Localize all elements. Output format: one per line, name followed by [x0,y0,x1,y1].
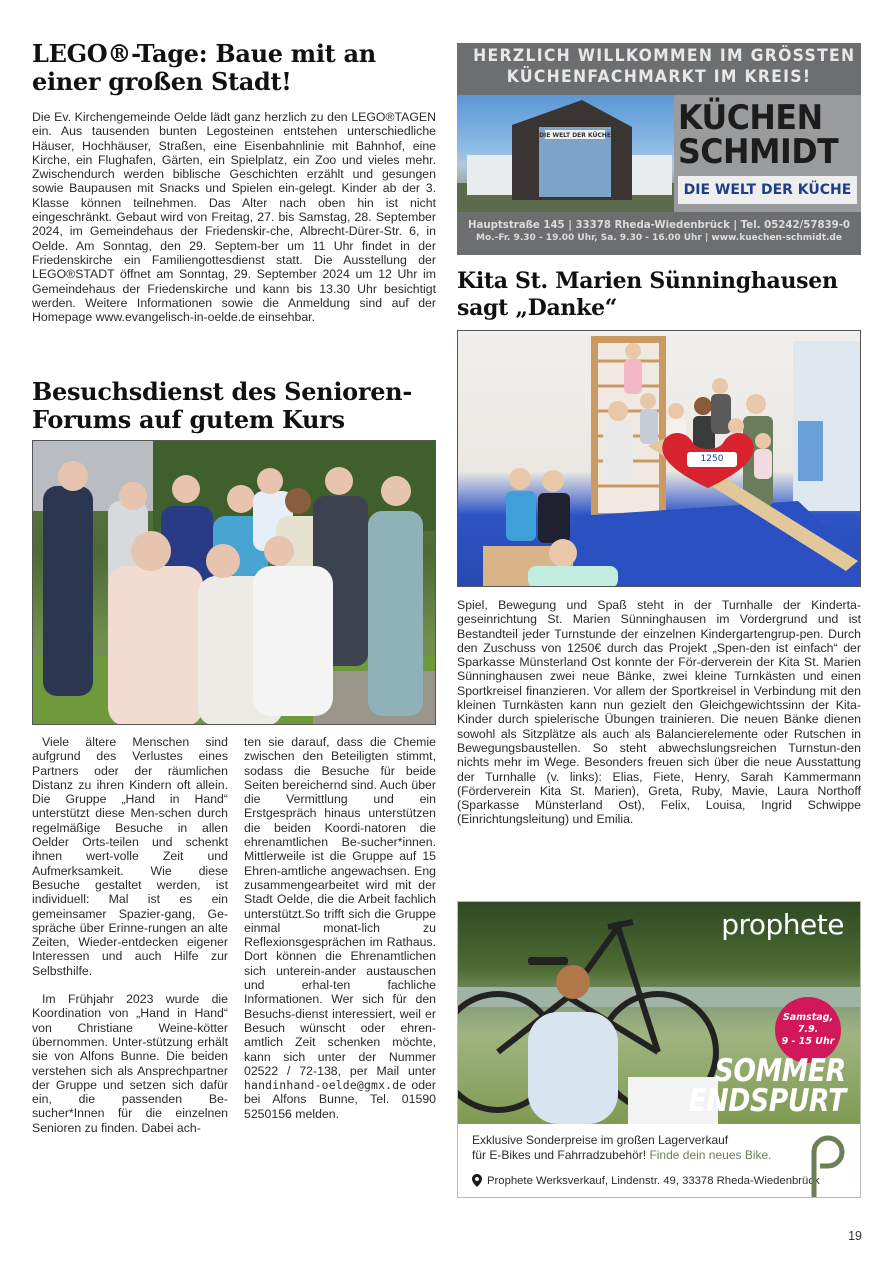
kita-article-title: Kita St. Marien Sünninghausen sagt „Danke“ [457,268,838,321]
lego-article-body: Die Ev. Kirchengemeinde Oelde lädt ganz herzlich zu den LEGO®TAGEN ein. Aus tausenden bunten Legosteinen entstehen unterschiedliche Häuser, Hochhäuser, Straßen, eine Eisenbahnlinie mit Bahnhof, eine Kirche, ein Flughafen, Gärten, ein Spielplatz, ein Zoo und vieles mehr. Zwischendurch werden biblische Geschichten erzählt und gesungen sowie Baupausen mit Snacks und Spielen ein-gelegt. Kinder ab der 3. Klasse können teilnehmen. Das Alter nach oben hin ist nicht eingeschränkt. Gebaut wird von Freitag, 27. bis Samstag, 28. September 2024, im Gemeindehaus der Friedenskir-che, Albrecht-Dürer-Str. 6, in Oelde. Am Sonntag, den 29. Septem-ber um 11 Uhr findet in der Friedenskirche ein Familiengottesdienst statt. Die Ausstellung der LEGO®STADT öffnet am Sonntag, 29. September 2024 um 12 Uhr im Gemeindehaus der Friedenskirche und kann bis 13.30 Uhr besichtigt werden. Weitere Informationen sowie die Anmeldung sind auf der Homepage www.evangelisch-in-oelde.de einsehbar. [32,110,436,325]
kuechen-schmidt-logo [674,95,861,212]
ad-hours-line: Mo.-Fr. 9.30 - 19.00 Uhr, Sa. 9.30 - 16.00 Uhr | www.kuechen-schmidt.de [476,233,842,243]
ad-text-line-1: Exklusive Sonderpreise im großen Lagerverkauf [472,1133,729,1147]
ad-headline [457,46,861,94]
senior-article-text-end: oder bei Alfons Bunne, Tel. 01590 5250156 melden. [244,1078,436,1121]
senior-article-title: Besuchsdienst des Senioren-Forums auf gutem Kurs [32,377,412,434]
lego-article-title: LEGO®-Tage: Baue mit an einer großen Stadt! [32,39,376,96]
kita-gym-photo [457,330,861,587]
woman-shirt [528,1012,618,1124]
senior-group-photo [32,440,436,725]
logo-line-2: SCHMIDT [678,132,839,172]
gym-photo-illustration [458,331,861,587]
logo-line-1: KÜCHEN [678,98,823,138]
headline-line-2: ENDSPURT [688,1083,846,1119]
kita-article-body: Spiel, Bewegung und Spaß steht in der Turnhalle der Kinderta-geseinrichtung St. Marien Sünninghausen im Vordergrund und ist Bestandteil jeder Turnstunde der einzelnen Kindergartengrup-pen. Durch den Zuschuss von 1250€ durch das Projekt „Spen-den ist einfach“ der Sparkasse Münsterland Ost konnte der För-derverein der Kita St. Marien Sünninghausen zwei neue Bänke, zwei kleine Turnkästen und einen Sportkreisel finanzieren. Vor allem der Sportkreisel in Verbindung mit den kleinen Turnkästen kann nun gezielt den Gleichgewichtssinn der Kita-Kinder durch spielerische Übungen trainieren. Die neuen Bänke dienen sowohl als Sitzplätze als auch als Balancierelemente oder Rutschen in Bewegungsbaustellen. So steht abwechslungsreichen Turnstun-den nichts mehr im Wege. Besonders freuen sich über die neue Ausstattung der Turnhalle (v. links): Elias, Fiete, Henry, Sarah Kammermann (Förderverein Kita St. Marien), Greta, Ruby, Mavie, Laura Northoff (Sparkasse Münsterland Ost), Felix, Louisa, Ingrid Schwippe (Einrichtungsleitung) und Emilia. [457,598,861,827]
senior-article-column-1 [32,735,228,1135]
senior-article-paragraph: Im Frühjahr 2023 wurde die Koordination von „Hand in Hand“ von Christiane Weine-kötter übernommen. Unter-stützung erhält sie von Alfons Bunne. Die beiden verstehen sich als Ansprechpartner der Gruppe und setzen sich dafür ein, die passenden Be-sucher*Innen für die einzelnen Senioren zu finden. Dabei ach- [32,992,228,1135]
building-sign-text: DIE WELT DER KÜCHE [539,132,611,139]
woman-head [556,965,590,999]
map-pin-icon [472,1174,482,1187]
ad-cta-link[interactable]: Finde dein neues Bike. [649,1148,772,1162]
kuechen-schmidt-ad[interactable] [457,43,861,255]
prophete-logo: prophete [721,908,844,941]
ebike-photo [458,902,860,1124]
store-building-photo [457,95,674,212]
senior-article-paragraph [244,735,436,1121]
ad-description [472,1133,802,1163]
store-building-illustration [457,95,674,212]
ad-tagline: DIE WELT DER KÜCHE [678,176,857,204]
ad-headline-line-1: HERZLICH WILLKOMMEN IM GRÖSSTEN [473,46,856,66]
ad-contact-footer [457,219,861,245]
ad-headline-line-2: KÜCHENFACHMARKT IM KREIS! [506,67,812,87]
ad-address-line: Hauptstraße 145 | 33378 Rheda-Wiedenbrück | Tel. 05242/57839-0 [467,220,851,231]
senior-article-column-2 [244,735,436,1121]
ad-address [472,1174,820,1187]
bike-saddle [528,957,568,965]
prophete-p-logo-icon [810,1134,846,1198]
contact-email-link[interactable]: handinhand-oelde@gmx.de [244,1078,407,1093]
badge-time: 9 - 15 Uhr [781,1036,835,1047]
page-number: 19 [848,1229,862,1243]
prophete-ad[interactable] [457,901,861,1198]
ad-address-text: Prophete Werksverkauf, Lindenstr. 49, 33378 Rheda-Wiedenbrück [487,1174,820,1187]
heart-sign-amount: 1250 [687,452,737,467]
senior-article-paragraph: Viele ältere Menschen sind aufgrund des Verlustes eines Partners oder der räumlichen Distanz zu ihren Kindern oft allein. Die Gruppe „Hand in Hand“ unterstützt diese Men-schen durch regelmäßige Besuche in allen Oelder Orts-teilen und schenkt ihnen wert-volle Zeit und Aufmerksamkeit. Wie diese Besuche gestaltet werden, ist individuell: Mal ist es ein gemeinsamer Spazier-gang, Ge-spräche über Erinne-rungen an alte Zeiten, Wieder-entdecken eigener Interessen und auch Hilfe zur Selbsthilfe. [32,735,228,978]
ad-headline [688,1053,846,1119]
headline-line-1: SOMMER [714,1053,846,1089]
window-decoration [798,421,823,481]
group-photo-illustration [33,441,436,725]
badge-date: Samstag, 7.9. [782,1012,834,1035]
senior-article-text: ten sie darauf, dass die Chemie zwischen den Beteiligten stimmt, sodass die Besuche für beide Seiten bereichernd sind. Auch über die Vermittlung und ein Erstgespräch hinaus unterstützen die beiden Koordi-natoren die ehrenamtlichen Be-sucher*innen. Mittlerweile ist die Gruppe auf 15 Ehren-amtliche angewachsen. Eng zusammengearbeitet wird mit der Stadt Oelde, die die Arbeit fachlich unterstützt.So trifft sich die Gruppe einmal monat-lich zu Reflexionsgesprächen im Rathaus. Dort können die Ehrenamtlichen sich unterein-ander austauschen und erhal-ten fachliche Informationen. Wer sich für den Besuchs-dienst interessiert, weil er Besuch wünscht oder ehren-amtlich Zeit schenken möchte, kann sich unter der Nummer 02522 / 72-138, per Mail unter [244,735,436,1078]
ad-text-line-2: für E-Bikes und Fahrradzubehör! [472,1148,647,1162]
